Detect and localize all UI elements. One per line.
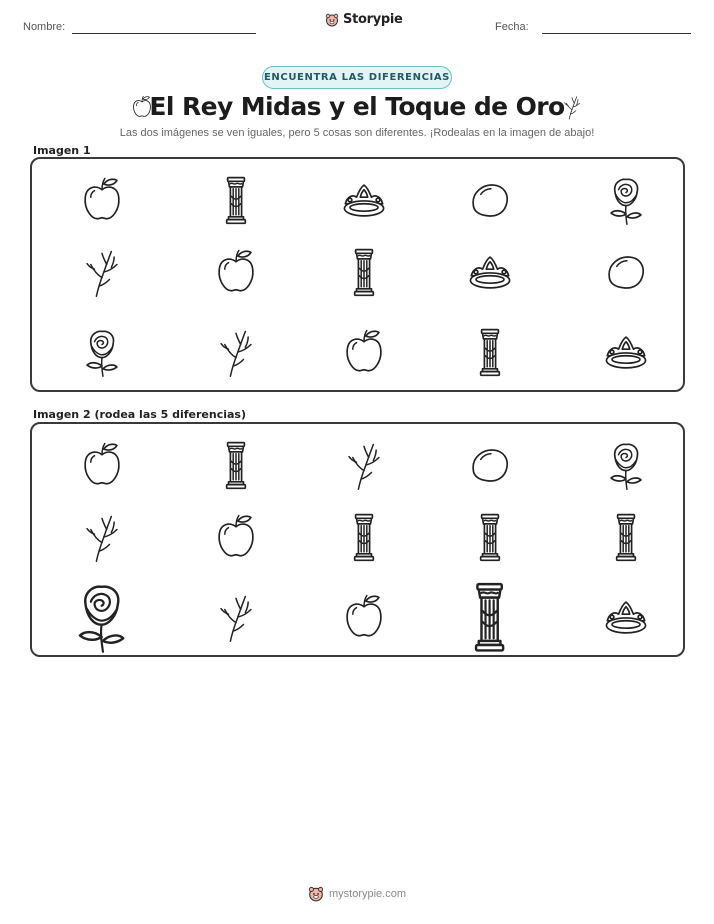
branch-icon xyxy=(208,324,264,380)
rose-icon xyxy=(598,172,654,228)
title-branch-icon xyxy=(558,92,586,122)
branch-icon[interactable] xyxy=(208,589,264,645)
mascot-icon xyxy=(325,13,339,27)
column-icon[interactable] xyxy=(462,509,518,565)
egg-icon xyxy=(462,172,518,228)
apple-icon[interactable] xyxy=(336,589,392,645)
apple-icon[interactable] xyxy=(208,509,264,565)
name-label: Nombre: xyxy=(23,21,66,33)
rose-icon[interactable] xyxy=(598,437,654,493)
apple-icon xyxy=(74,172,130,228)
footer xyxy=(0,886,714,902)
column-icon[interactable] xyxy=(336,509,392,565)
footer-url: mystorypie.com xyxy=(328,888,407,900)
branch-icon[interactable] xyxy=(336,437,392,493)
page-title: El Rey Midas y el Toque de Oro xyxy=(149,92,565,121)
name-input-line[interactable] xyxy=(72,33,256,34)
egg-icon xyxy=(598,244,654,300)
crown-icon xyxy=(462,244,518,300)
branch-icon xyxy=(74,244,130,300)
column-icon xyxy=(462,324,518,380)
rose-icon[interactable] xyxy=(61,576,142,657)
egg-icon[interactable] xyxy=(462,437,518,493)
image-1-panel xyxy=(30,157,685,392)
rose-icon xyxy=(74,324,130,380)
date-label: Fecha: xyxy=(495,21,529,33)
mascot-icon xyxy=(308,886,324,902)
panel-2-label: Imagen 2 (rodea las 5 diferencias) xyxy=(33,408,247,421)
crown-icon[interactable] xyxy=(598,589,654,645)
column-icon[interactable] xyxy=(449,576,530,657)
crown-icon xyxy=(336,172,392,228)
column-icon[interactable] xyxy=(208,437,264,493)
brand-name: Storypie xyxy=(343,12,403,27)
date-input-line[interactable] xyxy=(542,33,691,34)
instructions: Las dos imágenes se ven iguales, pero 5 cosas son diferentes. ¡Rodealas en la imagen de abajo! xyxy=(119,127,595,139)
column-icon[interactable] xyxy=(598,509,654,565)
activity-badge: ENCUENTRA LAS DIFERENCIAS xyxy=(262,66,452,89)
panel-1-label: Imagen 1 xyxy=(33,144,91,157)
brand-logo xyxy=(325,12,403,27)
apple-icon[interactable] xyxy=(74,437,130,493)
column-icon xyxy=(208,172,264,228)
crown-icon xyxy=(598,324,654,380)
apple-icon xyxy=(208,244,264,300)
branch-icon[interactable] xyxy=(74,509,130,565)
apple-icon xyxy=(336,324,392,380)
image-2-panel[interactable] xyxy=(30,422,685,657)
column-icon xyxy=(336,244,392,300)
